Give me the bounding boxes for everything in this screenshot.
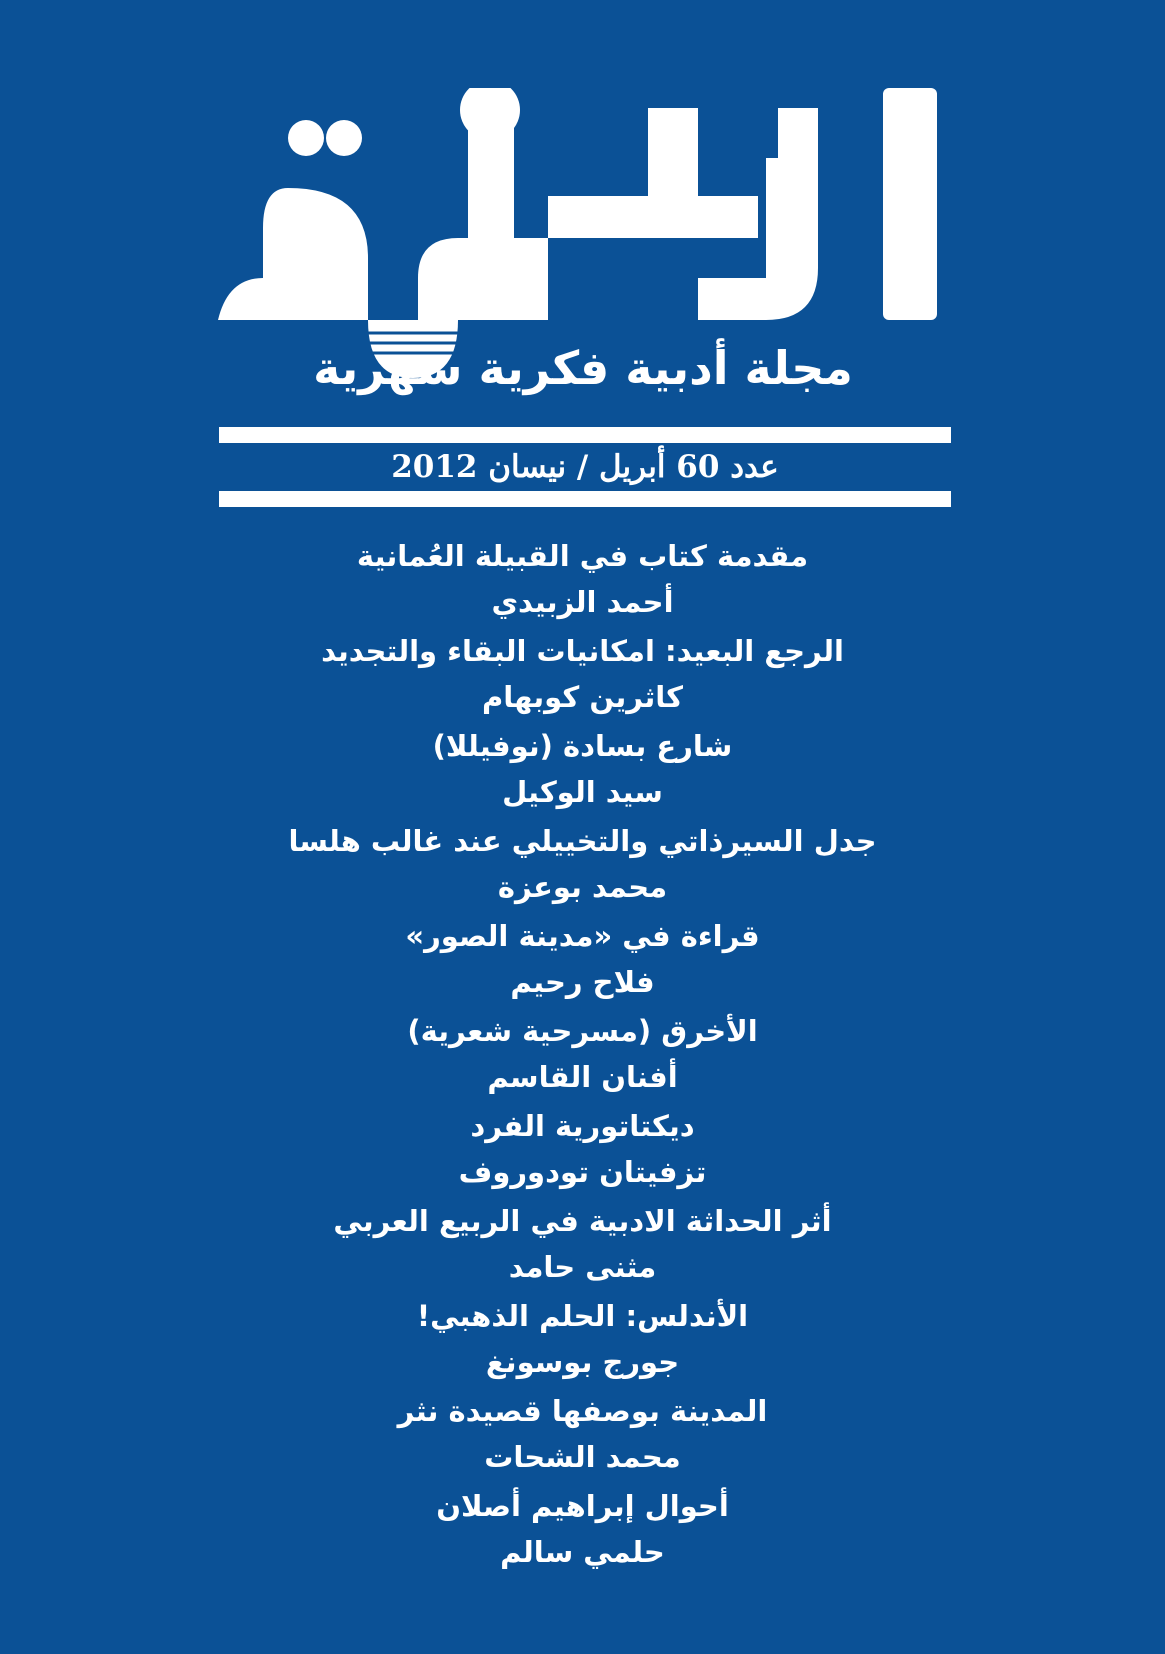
article-author: أفنان القاسم bbox=[487, 1060, 678, 1094]
toc-entry bbox=[150, 1103, 1015, 1195]
masthead-logo-graphic bbox=[218, 88, 948, 408]
banner-rule-bottom bbox=[219, 491, 951, 507]
article-title: مقدمة كتاب في القبيلة العُمانية bbox=[356, 539, 809, 573]
toc-entry bbox=[150, 723, 1015, 815]
article-author: محمد الشحات bbox=[484, 1440, 681, 1474]
issue-label: عدد 60 أبريل / نيسان 2012 bbox=[391, 449, 779, 485]
article-author: حلمي سالم bbox=[500, 1535, 665, 1569]
article-title: أثر الحداثة الادبية في الربيع العربي bbox=[333, 1204, 832, 1238]
toc-entry bbox=[150, 533, 1015, 625]
article-author: فلاح رحيم bbox=[510, 965, 655, 999]
banner-rule-top bbox=[219, 427, 951, 443]
article-title: أحوال إبراهيم أصلان bbox=[436, 1489, 729, 1523]
toc-entry bbox=[150, 1198, 1015, 1290]
article-author: مثنى حامد bbox=[508, 1250, 657, 1284]
toc-entry bbox=[150, 1483, 1015, 1575]
masthead-logo bbox=[218, 88, 948, 408]
masthead-subtitle: مجلة أدبية فكرية شهرية bbox=[313, 341, 853, 395]
article-title: ديكتاتورية الفرد bbox=[470, 1109, 695, 1143]
article-title: قراءة في «مدينة الصور» bbox=[405, 919, 760, 953]
toc-entry bbox=[150, 1008, 1015, 1100]
article-title: الأخرق (مسرحية شعرية) bbox=[407, 1014, 758, 1048]
article-title: الرجع البعيد: امكانيات البقاء والتجديد bbox=[321, 634, 844, 668]
toc-entry bbox=[150, 628, 1015, 720]
article-author: كاثرين كوبهام bbox=[482, 680, 683, 714]
article-author: سيد الوكيل bbox=[502, 775, 663, 809]
article-author: تزفيتان تودوروف bbox=[458, 1155, 707, 1189]
article-author: جورج بوسونغ bbox=[485, 1345, 680, 1379]
article-title: المدينة بوصفها قصيدة نثر bbox=[397, 1394, 768, 1428]
toc-entry bbox=[150, 1388, 1015, 1480]
article-author: محمد بوعزة bbox=[497, 870, 668, 904]
article-title: الأندلس: الحلم الذهبي! bbox=[416, 1299, 749, 1333]
article-title: شارع بسادة (نوفيللا) bbox=[432, 729, 733, 763]
table-of-contents bbox=[150, 533, 1015, 1575]
toc-entry bbox=[150, 913, 1015, 1005]
article-title: جدل السيرذاتي والتخييلي عند غالب هلسا bbox=[288, 824, 877, 858]
article-author: أحمد الزبيدي bbox=[491, 585, 674, 619]
toc-entry bbox=[150, 1293, 1015, 1385]
toc-entry bbox=[150, 818, 1015, 910]
